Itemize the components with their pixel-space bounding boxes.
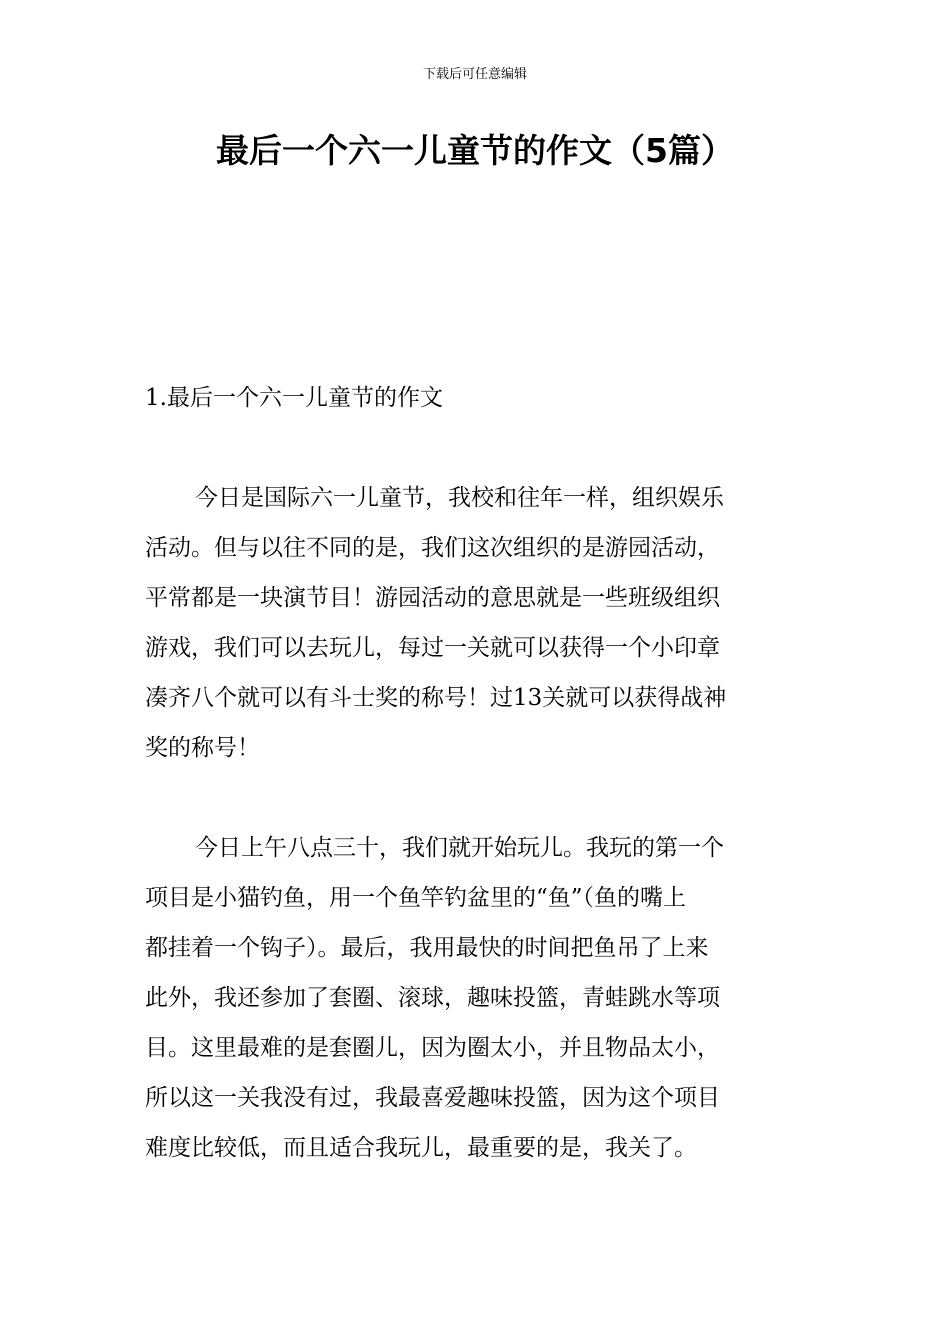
paragraph-line: 平常都是一块演节目！游园活动的意思就是一些班级组织	[145, 585, 720, 611]
paragraph-line: 目。这里最难的是套圈儿，因为圈太小，并且物品太小，	[145, 1035, 720, 1061]
section-heading: 1.最后一个六一儿童节的作文	[145, 385, 443, 411]
paragraph-line: 活动。但与以往不同的是，我们这次组织的是游园活动，	[145, 535, 720, 561]
paragraph-2	[145, 823, 809, 1173]
paragraph-line: 都挂着一个钩子）。最后，我用最快的时间把鱼吊了上来	[145, 935, 709, 961]
paragraph-line: 此外，我还参加了套圈、滚球，趣味投篮，青蛙跳水等项	[145, 985, 720, 1011]
header-note: 下载后可任意编辑	[422, 67, 527, 82]
paragraph-line: 难度比较低，而且适合我玩儿，最重要的是，我关了。	[145, 1135, 697, 1161]
paragraph-line: 项目是小猫钓鱼，用一个鱼竿钓盆里的“鱼”（鱼的嘴上	[145, 885, 687, 911]
paragraph-line: 所以这一关我没有过，我最喜爱趣味投篮，因为这个项目	[145, 1085, 720, 1111]
paragraph-line: 游戏，我们可以去玩儿，每过一关就可以获得一个小印章	[145, 635, 720, 661]
paragraph-line: 今日是国际六一儿童节，我校和往年一样，组织娱乐	[195, 485, 724, 511]
paragraph-line: 今日上午八点三十，我们就开始玩儿。我玩的第一个	[195, 835, 724, 861]
paragraph-1	[145, 473, 809, 773]
paragraph-line: 凑齐八个就可以有斗士奖的称号！过13关就可以获得战神	[145, 685, 727, 711]
document-title: 最后一个六一儿童节的作文（5篇）	[216, 131, 734, 170]
paragraph-line: 奖的称号！	[145, 735, 260, 761]
